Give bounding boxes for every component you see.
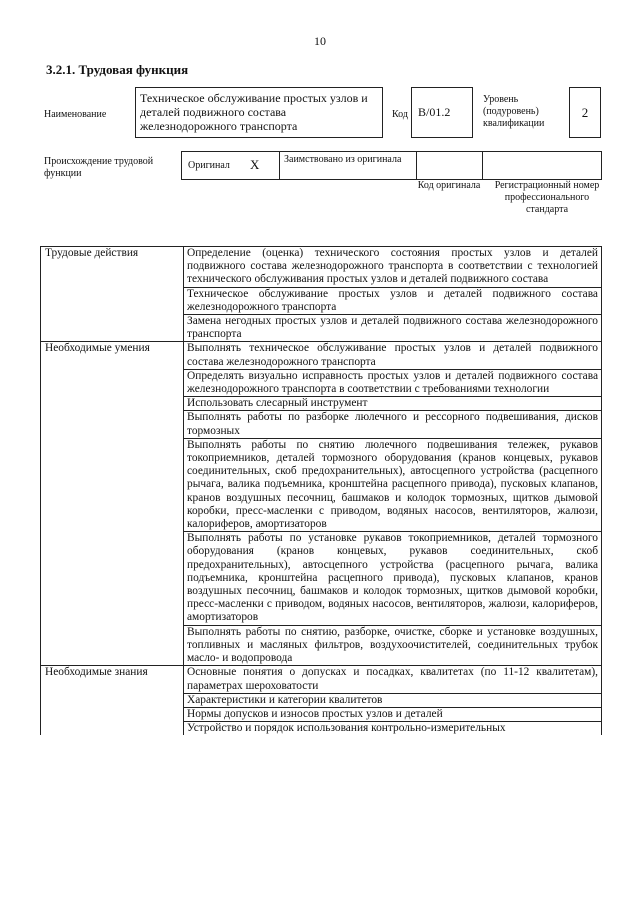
origin-divider-1	[279, 152, 280, 179]
table-cell: Определение (оценка) технического состояния простых узлов и деталей подвижного состава железнодорожного транспорта в соответствии с технологией технического обслуживания простых узлов и деталей подвижного состава	[184, 247, 602, 288]
table-cell: Выполнять работы по разборке люлечного и рессорного подвешивания, дисков тормозных	[184, 411, 602, 438]
code-original-caption: Код оригинала	[417, 180, 481, 191]
reg-number-caption: Регистрационный номер профессионального стандарта	[494, 180, 600, 215]
level-label: Уровень (подуровень) квалификации	[483, 94, 545, 129]
row-label-actions: Трудовые действия	[41, 247, 184, 342]
code-label: Код	[392, 109, 408, 120]
table-row	[41, 247, 602, 288]
table-cell: Определять визуально исправность простых узлов и деталей подвижного состава железнодорожного транспорта в соответствии с требованиями технологии	[184, 369, 602, 396]
function-table	[40, 246, 602, 735]
borrowed-label: Заимствовано из оригинала	[284, 154, 402, 165]
row-label-skills: Необходимые умения	[41, 342, 184, 666]
original-mark: X	[250, 157, 260, 172]
origin-divider-2	[416, 152, 417, 179]
table-row	[41, 342, 602, 369]
table-cell: Использовать слесарный инструмент	[184, 397, 602, 411]
original-label: Оригинал	[188, 160, 230, 171]
origin-label: Происхождение трудовой функции	[44, 156, 154, 179]
section-title: 3.2.1. Трудовая функция	[46, 62, 189, 77]
table-cell: Основные понятия о допусках и посадках, квалитетах (по 11-12 квалитетам), параметрах шероховатости	[184, 666, 602, 693]
origin-box	[181, 151, 602, 180]
level-value: 2	[569, 87, 601, 138]
function-name: Техническое обслуживание простых узлов и деталей подвижного состава железнодорожного транспорта	[135, 87, 383, 138]
code-value: B/01.2	[411, 87, 473, 138]
table-cell: Выполнять работы по снятию, разборке, очистке, сборке и установке воздушных, топливных и масляных фильтров, воздухоочистителей, соединительных трубок масло- и водопровода	[184, 625, 602, 666]
origin-divider-3	[482, 152, 483, 179]
table-cell: Замена негодных простых узлов и деталей подвижного состава железнодорожного транспорта	[184, 315, 602, 342]
name-label: Наименование	[44, 109, 107, 120]
table-cell: Устройство и порядок использования контрольно-измерительных	[184, 722, 602, 736]
table-cell: Характеристики и категории квалитетов	[184, 693, 602, 707]
row-label-knowledge: Необходимые знания	[41, 666, 184, 736]
table-row	[41, 666, 602, 693]
table-cell: Техническое обслуживание простых узлов и деталей подвижного состава железнодорожного транспорта	[184, 287, 602, 314]
table-cell: Нормы допусков и износов простых узлов и деталей	[184, 707, 602, 721]
page-number: 10	[314, 34, 326, 48]
table-cell: Выполнять работы по установке рукавов токоприемников, деталей тормозного оборудования (кранов концевых, рукавов соединительных, скоб предохранительных), автосцепного устройства (расцепного рычага, валика подъемника, кронштейна расцепного привода), пусковых клапанов, кранов воздушных песочниц, башмаков и колодок тормозных, щитков дымовой коробки, пресс-масленки с приводом, водяных насосов, вентиляторов, жалюзи, калориферов, амортизаторов	[184, 532, 602, 625]
table-cell: Выполнять работы по снятию люлечного подвешивания тележек, рукавов токоприемников, деталей тормозного оборудования (кранов концевых, рукавов соединительных, скоб предохранительных), автосцепного устройства (расцепного рычага, валика подъемника, кронштейна расцепного привода), пусковых клапанов, кранов воздушных песочниц, башмаков и колодок тормозных, щитков дымовой коробки, пресс-масленки с приводом, водяных насосов, вентиляторов, жалюзи, калориферов, амортизаторов	[184, 438, 602, 531]
table-cell: Выполнять техническое обслуживание простых узлов и деталей подвижного состава железнодорожного транспорта	[184, 342, 602, 369]
